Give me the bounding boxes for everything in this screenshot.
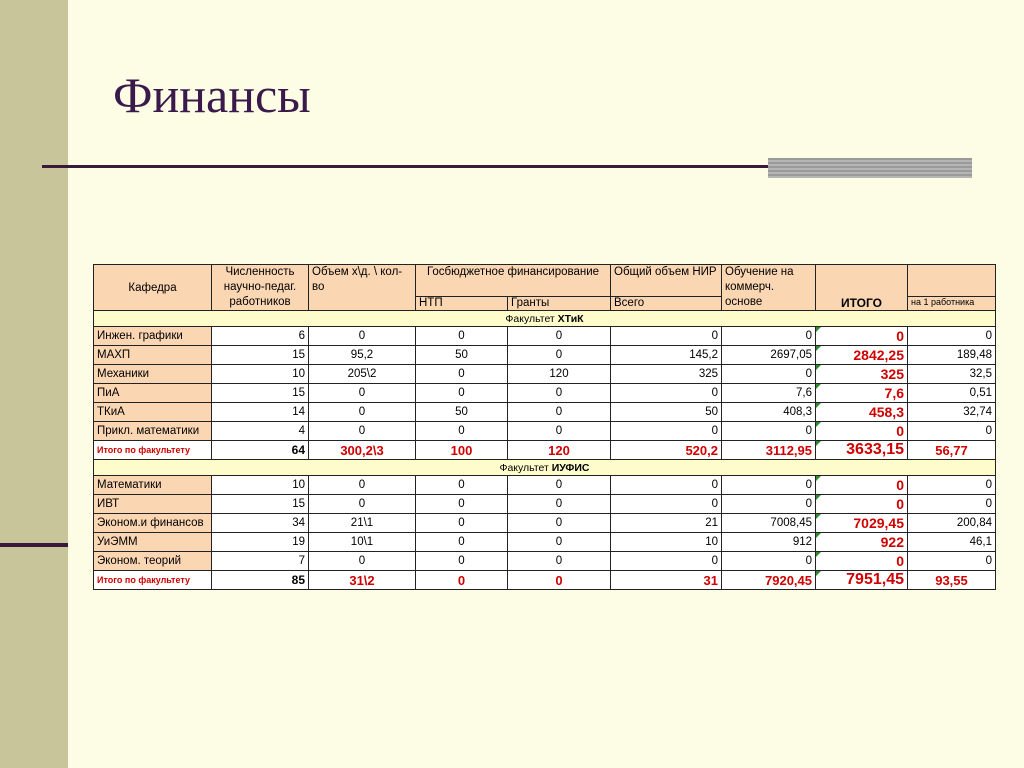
cell-vsego: 21 (611, 514, 722, 533)
cell-itogo: 325 (816, 365, 908, 384)
cell-obuch: 7008,45 (722, 514, 816, 533)
cell-vsego: 0 (611, 384, 722, 403)
kafedra-name: Механики (94, 365, 212, 384)
cell-na1: 32,5 (908, 365, 996, 384)
cell-ntp: 0 (416, 327, 508, 346)
cell-granty: 0 (508, 327, 611, 346)
cell-obuch: 0 (722, 327, 816, 346)
cell-vsego: 0 (611, 495, 722, 514)
cell-count: 15 (212, 384, 309, 403)
cell-na1: 0 (908, 552, 996, 571)
faculty-row (94, 460, 996, 476)
total-obem: 31\2 (309, 571, 416, 590)
cell-ntp: 0 (416, 422, 508, 441)
kafedra-name: Инжен. графики (94, 327, 212, 346)
cell-vsego: 10 (611, 533, 722, 552)
cell-itogo: 458,3 (816, 403, 908, 422)
cell-itogo: 0 (816, 327, 908, 346)
cell-granty: 0 (508, 422, 611, 441)
cell-obem: 21\1 (309, 514, 416, 533)
header-chislennost: Численность научно-педаг. работников (212, 265, 309, 311)
cell-granty: 0 (508, 514, 611, 533)
cell-vsego: 0 (611, 422, 722, 441)
kafedra-name: ПиА (94, 384, 212, 403)
cell-ntp: 0 (416, 514, 508, 533)
total-obuch: 3112,95 (722, 441, 816, 460)
cell-obuch: 912 (722, 533, 816, 552)
cell-vsego: 145,2 (611, 346, 722, 365)
cell-ntp: 50 (416, 346, 508, 365)
cell-granty: 0 (508, 495, 611, 514)
total-itogo: 3633,15 (816, 441, 908, 460)
cell-obuch: 0 (722, 422, 816, 441)
header-obuchenie: Обучение на коммерч. основе (722, 265, 816, 311)
cell-ntp: 0 (416, 365, 508, 384)
cell-vsego: 0 (611, 327, 722, 346)
header-obem: Объем х\д. \ кол-во (309, 265, 416, 311)
kafedra-name: МАХП (94, 346, 212, 365)
header-vsego: Всего (611, 296, 722, 310)
cell-ntp: 0 (416, 384, 508, 403)
cell-na1: 0,51 (908, 384, 996, 403)
total-count: 85 (212, 571, 309, 590)
cell-count: 10 (212, 476, 309, 495)
cell-obem: 0 (309, 495, 416, 514)
slide-title: Финансы (113, 67, 311, 123)
table-row (94, 403, 996, 422)
kafedra-name: ИВТ (94, 495, 212, 514)
cell-obuch: 0 (722, 476, 816, 495)
cell-obem: 205\2 (309, 365, 416, 384)
kafedra-name: ТКиА (94, 403, 212, 422)
total-label: Итого по факультету (94, 571, 212, 590)
cell-count: 15 (212, 495, 309, 514)
cell-itogo: 0 (816, 552, 908, 571)
kafedra-name: Эконом. теорий (94, 552, 212, 571)
total-granty: 0 (508, 571, 611, 590)
cell-obuch: 7,6 (722, 384, 816, 403)
table-row (94, 346, 996, 365)
cell-ntp: 0 (416, 495, 508, 514)
table-row (94, 533, 996, 552)
table-row (94, 476, 996, 495)
cell-na1: 0 (908, 327, 996, 346)
cell-obem: 0 (309, 476, 416, 495)
cell-obuch: 0 (722, 495, 816, 514)
total-obuch: 7920,45 (722, 571, 816, 590)
cell-obem: 0 (309, 422, 416, 441)
cell-na1: 0 (908, 495, 996, 514)
cell-obem: 0 (309, 403, 416, 422)
cell-ntp: 0 (416, 476, 508, 495)
cell-count: 10 (212, 365, 309, 384)
header-empty (908, 265, 996, 297)
table-row (94, 552, 996, 571)
header-row (94, 265, 996, 297)
cell-itogo: 7,6 (816, 384, 908, 403)
total-vsego: 520,2 (611, 441, 722, 460)
faculty-label (94, 311, 996, 327)
header-obshiy: Общий объем НИР (611, 265, 722, 297)
table-row (94, 384, 996, 403)
cell-count: 14 (212, 403, 309, 422)
cell-obem: 10\1 (309, 533, 416, 552)
kafedra-name: Эконом.и финансов (94, 514, 212, 533)
faculty-label-prefix: Факультет (505, 312, 558, 325)
cell-na1: 32,74 (908, 403, 996, 422)
cell-granty: 0 (508, 533, 611, 552)
cell-granty: 0 (508, 552, 611, 571)
cell-vsego: 50 (611, 403, 722, 422)
cell-na1: 189,48 (908, 346, 996, 365)
cell-ntp: 0 (416, 552, 508, 571)
header-na1: на 1 работника (908, 296, 996, 310)
finance-table (93, 264, 996, 590)
faculty-label (94, 460, 996, 476)
cell-granty: 0 (508, 346, 611, 365)
cell-granty: 0 (508, 403, 611, 422)
cell-itogo: 7029,45 (816, 514, 908, 533)
cell-ntp: 50 (416, 403, 508, 422)
cell-obem: 0 (309, 384, 416, 403)
kafedra-name: Прикл. математики (94, 422, 212, 441)
header-itogo: ИТОГО (816, 265, 908, 311)
cell-granty: 0 (508, 476, 611, 495)
title-rule-block (768, 158, 972, 178)
cell-obem: 95,2 (309, 346, 416, 365)
cell-count: 7 (212, 552, 309, 571)
total-granty: 120 (508, 441, 611, 460)
cell-count: 34 (212, 514, 309, 533)
cell-obuch: 0 (722, 552, 816, 571)
total-na1: 93,55 (908, 571, 996, 590)
total-ntp: 0 (416, 571, 508, 590)
total-na1: 56,77 (908, 441, 996, 460)
cell-obuch: 0 (722, 365, 816, 384)
cell-itogo: 0 (816, 495, 908, 514)
cell-ntp: 0 (416, 533, 508, 552)
total-vsego: 31 (611, 571, 722, 590)
cell-na1: 200,84 (908, 514, 996, 533)
cell-itogo: 0 (816, 476, 908, 495)
total-obem: 300,2\3 (309, 441, 416, 460)
cell-itogo: 2842,25 (816, 346, 908, 365)
header-ntp: НТП (416, 296, 508, 310)
cell-na1: 0 (908, 476, 996, 495)
header-granty: Гранты (508, 296, 611, 310)
cell-vsego: 325 (611, 365, 722, 384)
table-row (94, 422, 996, 441)
cell-obuch: 408,3 (722, 403, 816, 422)
cell-itogo: 922 (816, 533, 908, 552)
cell-na1: 0 (908, 422, 996, 441)
cell-count: 4 (212, 422, 309, 441)
cell-obem: 0 (309, 552, 416, 571)
faculty-label-name: ИУФИС (551, 461, 590, 474)
cell-granty: 120 (508, 365, 611, 384)
table-row (94, 327, 996, 346)
total-row (94, 571, 996, 590)
total-itogo: 7951,45 (816, 571, 908, 590)
cell-na1: 46,1 (908, 533, 996, 552)
cell-obuch: 2697,05 (722, 346, 816, 365)
left-decor-bar (0, 0, 68, 768)
cell-itogo: 0 (816, 422, 908, 441)
cell-count: 19 (212, 533, 309, 552)
cell-granty: 0 (508, 384, 611, 403)
total-row (94, 441, 996, 460)
table-row (94, 365, 996, 384)
cell-obem: 0 (309, 327, 416, 346)
table-row (94, 495, 996, 514)
cell-vsego: 0 (611, 552, 722, 571)
kafedra-name: Математики (94, 476, 212, 495)
faculty-row (94, 311, 996, 327)
cell-vsego: 0 (611, 476, 722, 495)
cell-count: 6 (212, 327, 309, 346)
cell-count: 15 (212, 346, 309, 365)
faculty-label-name: ХТиК (557, 312, 584, 325)
total-ntp: 100 (416, 441, 508, 460)
header-gosbudget: Госбюджетное финансирование (416, 265, 611, 297)
table-row (94, 514, 996, 533)
total-count: 64 (212, 441, 309, 460)
kafedra-name: УиЭММ (94, 533, 212, 552)
total-label: Итого по факультету (94, 441, 212, 460)
faculty-label-prefix: Факультет (499, 461, 552, 474)
left-accent-line (0, 543, 68, 547)
header-kafedra: Кафедра (94, 265, 212, 311)
